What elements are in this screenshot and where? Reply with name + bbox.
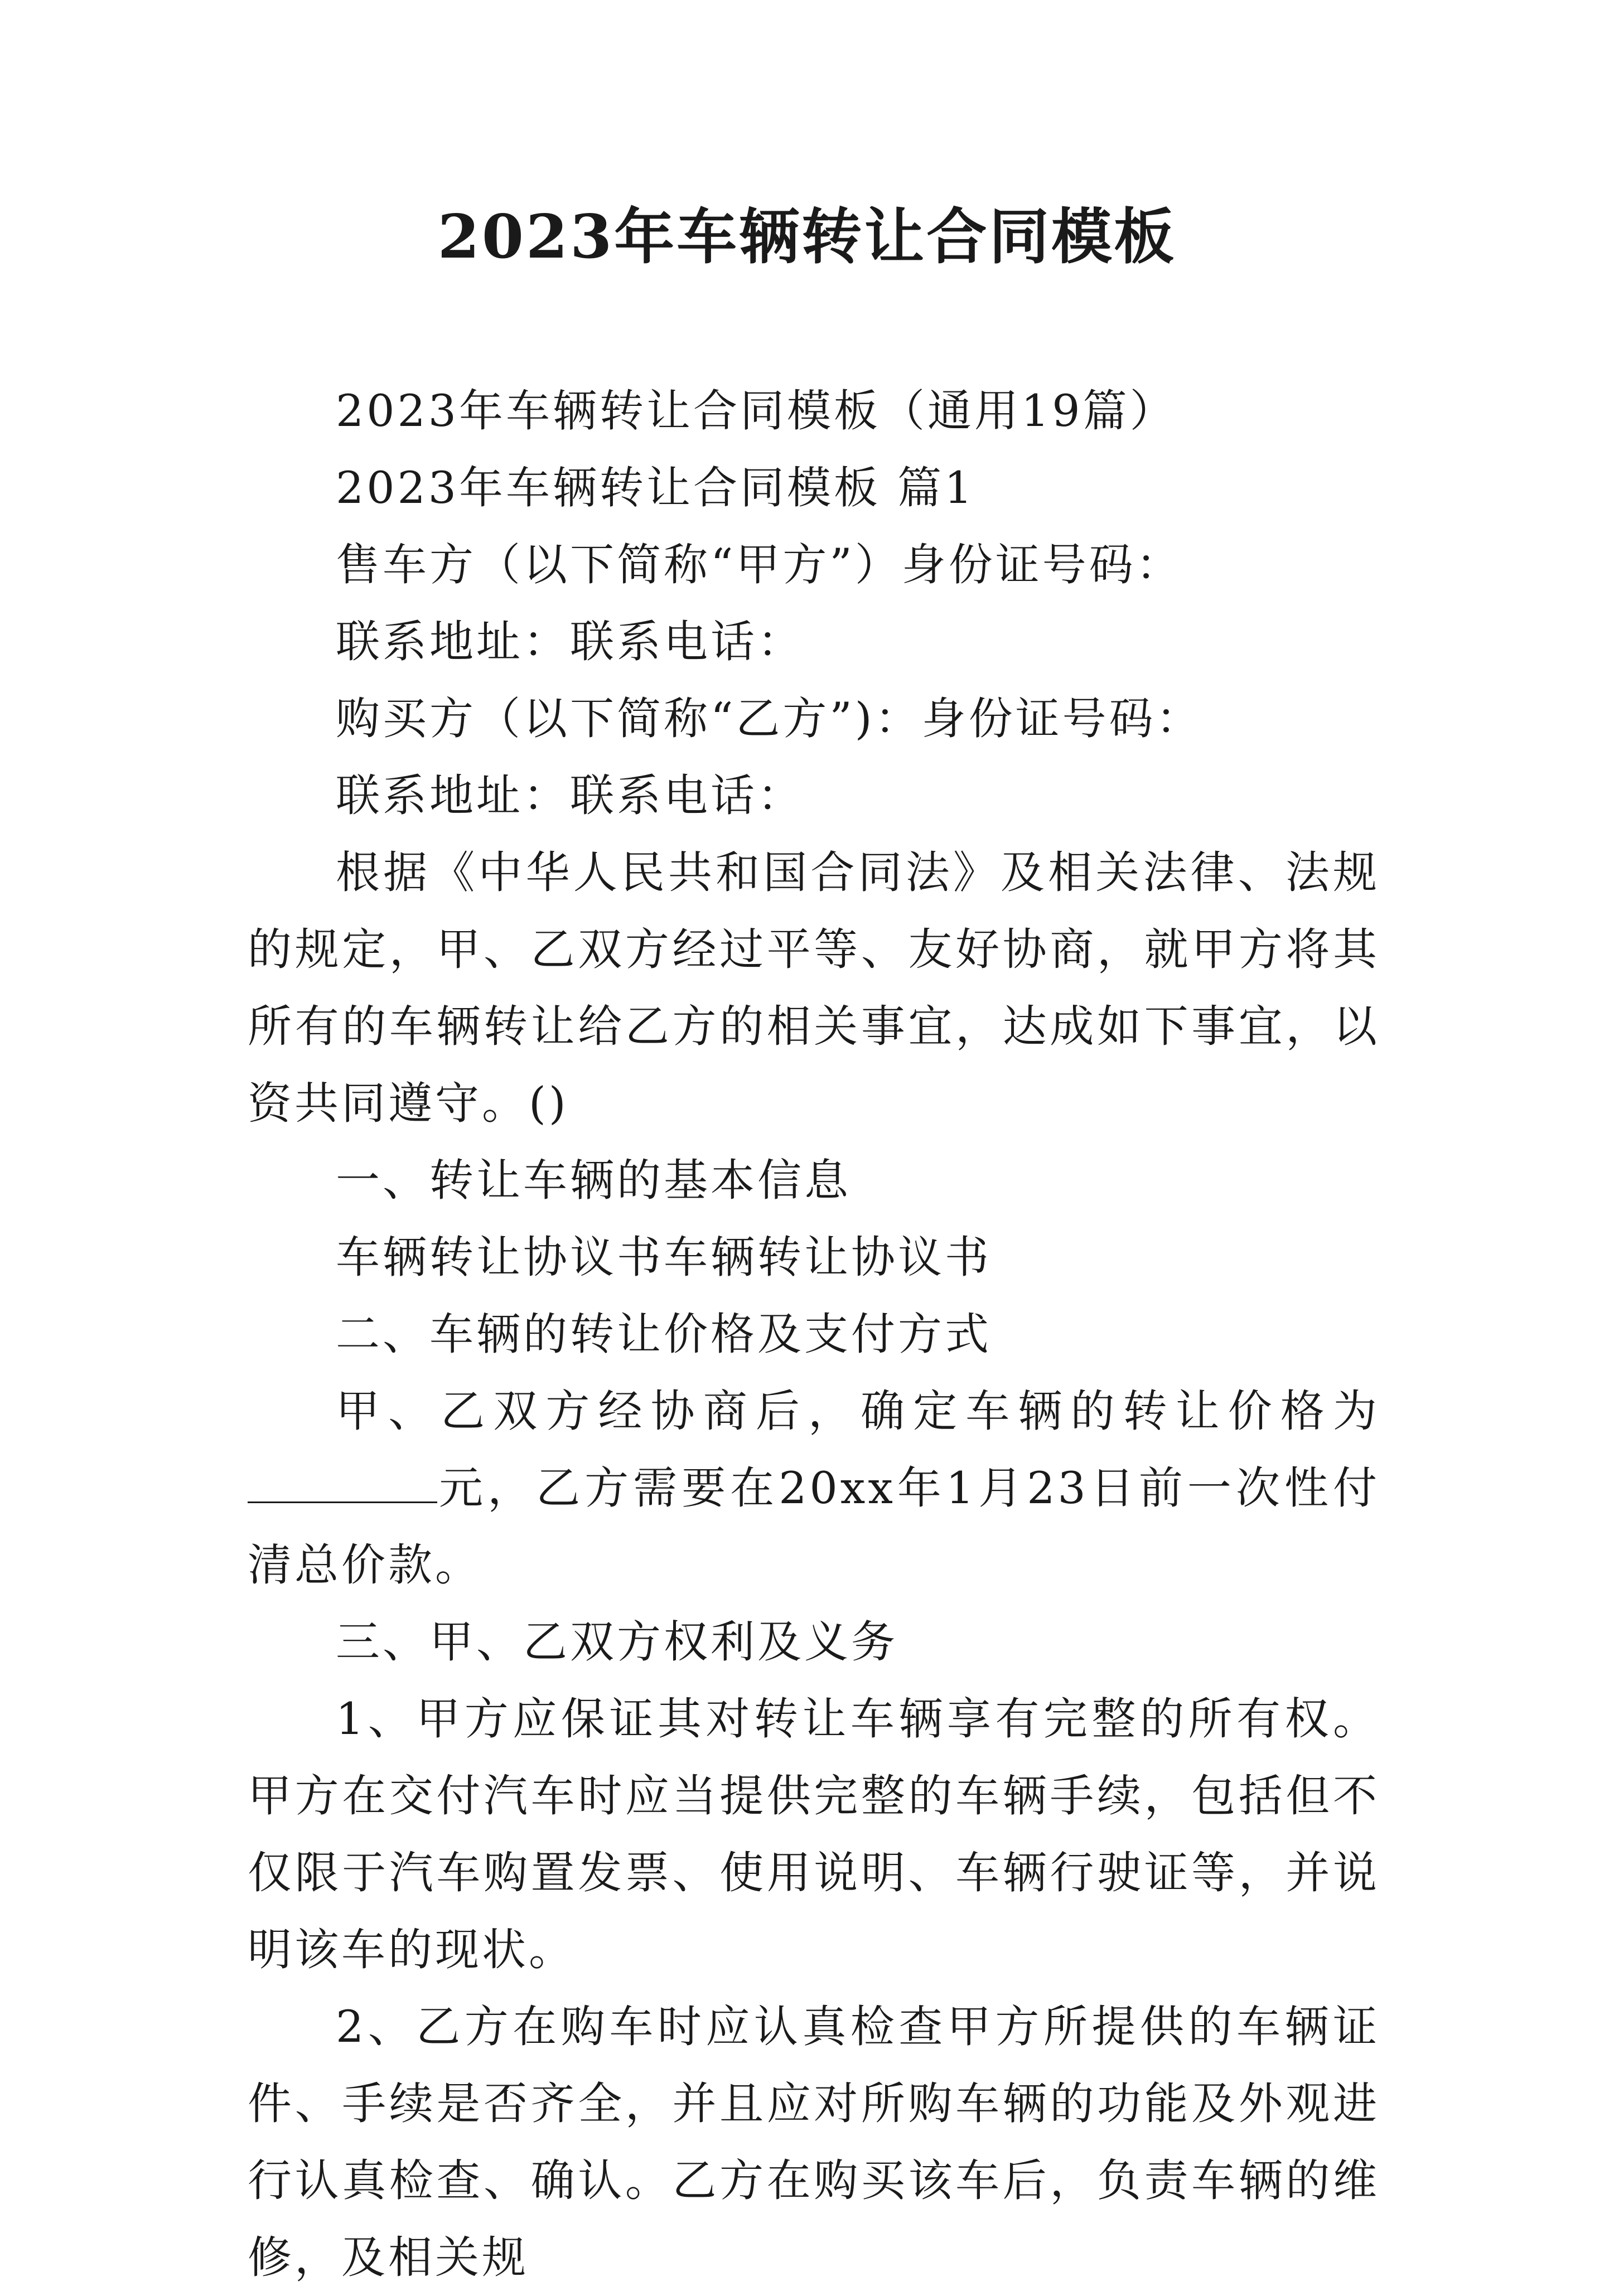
paragraph-heading-2: 二、车辆的转让价格及支付方式 bbox=[336, 1309, 992, 1360]
price-blank bbox=[248, 1461, 437, 1503]
paragraph-heading-3: 三、甲、乙双方权利及义务 bbox=[336, 1616, 898, 1668]
price-clause-before: 甲、乙双方经协商后，确定车辆的转让价格为 bbox=[336, 1386, 1380, 1437]
paragraph-seller: 售车方（以下简称“甲方”）身份证号码： bbox=[336, 539, 1183, 590]
paragraph-clause-2: 2、乙方在购车时应认真检查甲方所提供的车辆证件、手续是否齐全，并且应对所购车辆的功能及外观进行认真检查、确认。乙方在购买该车后，负责车辆的维修，及相关规 bbox=[248, 2001, 1380, 2283]
paragraph-vehicle-info: 车辆转让协议书车辆转让协议书 bbox=[336, 1232, 992, 1283]
paragraph-price-clause bbox=[248, 1373, 1380, 1604]
price-clause-after: 元，乙方需要在20xx年1月23日前一次性付清总价款。 bbox=[248, 1462, 1380, 1591]
paragraph-seller-contact: 联系地址：联系电话： bbox=[336, 616, 804, 667]
paragraph-subtitle: 2023年车辆转让合同模板（通用19篇） bbox=[336, 385, 1177, 437]
paragraph-buyer-contact: 联系地址：联系电话： bbox=[336, 770, 804, 821]
paragraph-section-heading: 2023年车辆转让合同模板 篇1 bbox=[336, 462, 975, 514]
paragraph-buyer: 购买方（以下简称“乙方”)：身份证号码： bbox=[336, 693, 1203, 744]
paragraph-clause-1: 1、甲方应保证其对转让车辆享有完整的所有权。甲方在交付汽车时应当提供完整的车辆手续，包括但不仅限于汽车购置发票、使用说明、车辆行驶证等，并说明该车的现状。 bbox=[248, 1693, 1380, 1975]
document-body bbox=[248, 372, 1380, 2296]
paragraph-heading-1: 一、转让车辆的基本信息 bbox=[336, 1155, 851, 1206]
paragraph-preamble: 根据《中华人民共和国合同法》及相关法律、法规的规定，甲、乙双方经过平等、友好协商，就甲方将其所有的车辆转让给乙方的相关事宜，达成如下事宜，以资共同遵守。() bbox=[248, 847, 1380, 1129]
document-title: 2023年车辆转让合同模板 bbox=[437, 202, 1177, 272]
